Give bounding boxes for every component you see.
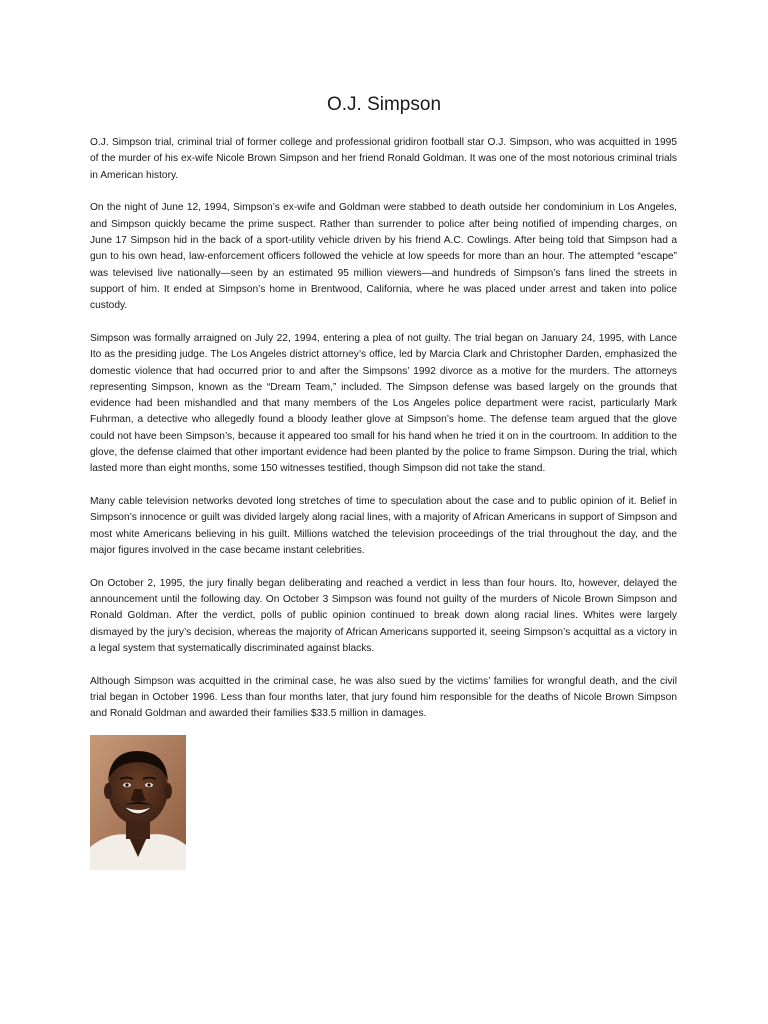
paragraph-5: On October 2, 1995, the jury finally began deliberating and reached a verdict in less than four hours. Ito, however, delayed the announcement until the following day. On October 3 Simpson was found not guilty of the murders of Nicole Brown Simpson and Ronald Goldman. After the verdict, polls of public opinion continued to break down along racial lines. Whites were largely dismayed by the jury’s decision, whereas the majority of African Americans supported it, seeing Simpson’s acquittal as a victory in a legal system that systematically discriminated against blacks. bbox=[90, 577, 677, 655]
paragraph-2: On the night of June 12, 1994, Simpson’s ex-wife and Goldman were stabbed to death outside her condominium in Los Angeles, and Simpson quickly became the prime suspect. Rather than surrender to police after being notified of impending charges, on June 17 Simpson hid in the back of a sport-utility vehicle driven by his friend A.C. Cowlings. After being told that Simpson had a gun to his own head, law-enforcement officers followed the vehicle at low speeds for more than an hour. The attempted “escape” was televised live nationally—seen by an estimated 95 million viewers—and hundreds of Simpson’s fans lined the streets in support of him. It ended at Simpson’s home in Brentwood, California, where he was placed under arrest and taken into police custody. bbox=[90, 202, 677, 312]
portrait-photo bbox=[90, 735, 186, 870]
article-body bbox=[90, 135, 677, 739]
paragraph-3: Simpson was formally arraigned on July 22, 1994, entering a plea of not guilty. The trial began on January 24, 1995, with Lance Ito as the presiding judge. The Los Angeles district attorney’s office, led by Marcia Clark and Christopher Darden, emphasized the domestic violence that had occurred prior to and after the Simpsons’ 1992 divorce as a motive for the murders. The attorneys representing Simpson, known as the “Dream Team,” included. The Simpson defense was based largely on the grounds that evidence had been mishandled and that many members of the Los Angeles police department were racist, particularly Mark Fuhrman, a detective who allegedly found a bloody leather glove at Simpson’s home. The defense team argued that the glove could not have been Simpson’s, because it appeared too small for his hand when he tried it on in the courtroom. In addition to the glove, the defense claimed that other important evidence had been planted by the police to frame Simpson. During the trial, which lasted more than eight months, some 150 witnesses testified, though Simpson did not take the stand. bbox=[90, 332, 677, 475]
paragraph-1: O.J. Simpson trial, criminal trial of former college and professional gridiron football star O.J. Simpson, who was acquitted in 1995 of the murder of his ex-wife Nicole Brown Simpson and her friend Ronald Goldman. It was one of the most notorious criminal trials in American history. bbox=[90, 137, 677, 181]
page-title: O.J. Simpson bbox=[326, 94, 442, 115]
paragraph-6: Although Simpson was acquitted in the criminal case, he was also sued by the victims’ families for wrongful death, and the civil trial began in October 1996. Less than four months later, that jury found him responsible for the deaths of Nicole Brown Simpson and Ronald Goldman and awarded their families $33.5 million in damages. bbox=[90, 675, 677, 720]
paragraph-4: Many cable television networks devoted long stretches of time to speculation about the case and to public opinion of it. Belief in Simpson’s innocence or guilt was divided largely along racial lines, with a majority of African Americans in support of Simpson and most white Americans believing in his guilt. Millions watched the television proceedings of the trial throughout the day, and the major figures involved in the case became instant celebrities. bbox=[90, 496, 677, 557]
